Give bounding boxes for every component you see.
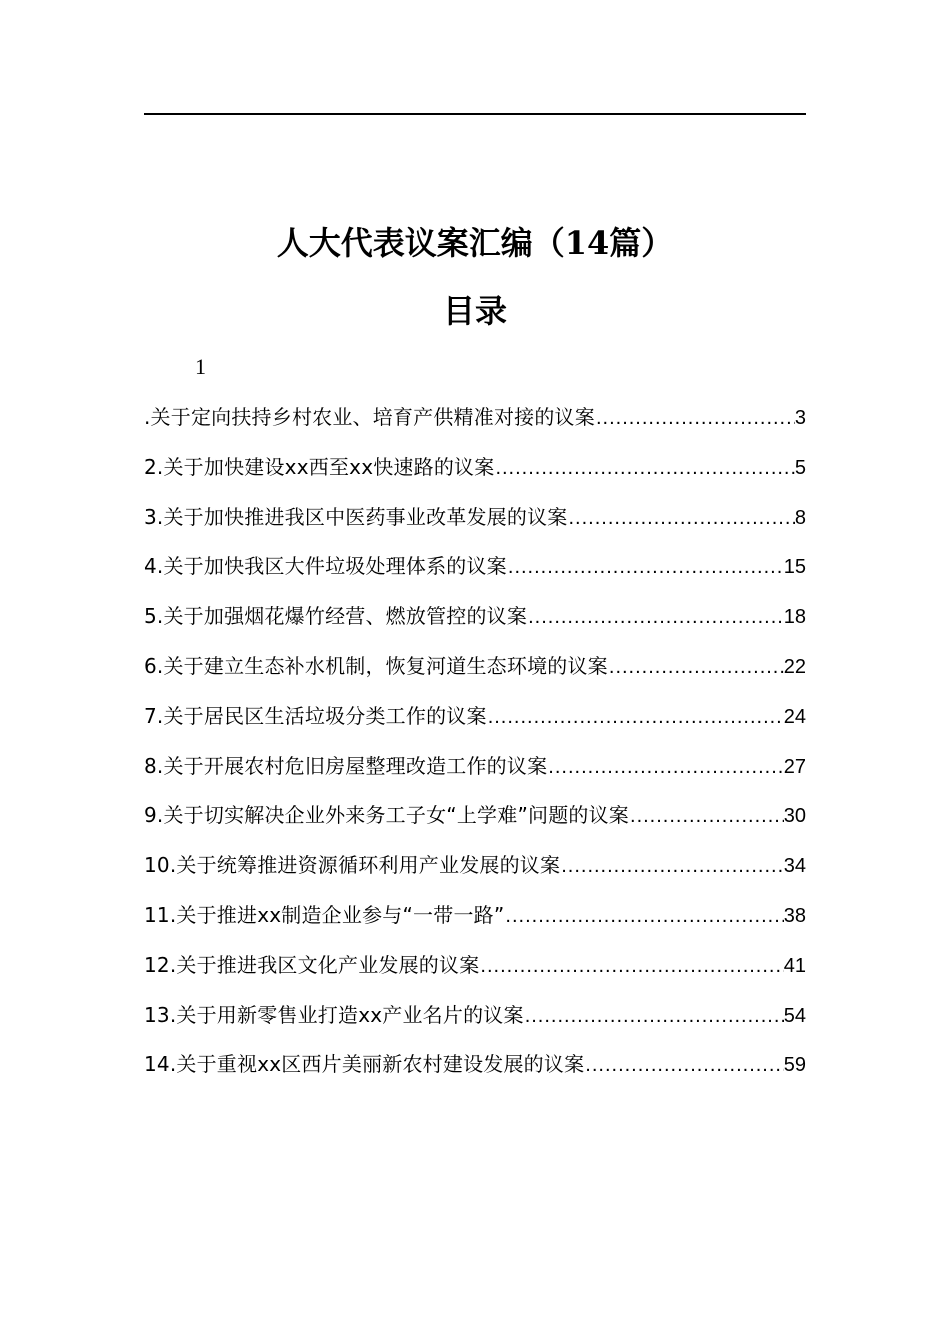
toc-dot-leader — [487, 697, 784, 737]
toc-entry-title: 7.关于居民区生活垃圾分类工作的议案 — [144, 703, 487, 728]
toc-dot-leader — [567, 498, 794, 538]
toc-entry-title: 4.关于加快我区大件垃圾处理体系的议案 — [144, 554, 507, 579]
toc-page-number: 5 — [794, 456, 806, 479]
toc-entry-6[interactable] — [144, 646, 806, 696]
toc-page-number: 24 — [783, 705, 806, 728]
toc-dot-leader — [547, 747, 783, 787]
toc-entry-title: 8.关于开展农村危旧房屋整理改造工作的议案 — [144, 753, 548, 778]
stray-number: 1 — [195, 354, 206, 379]
toc-dot-leader — [479, 946, 783, 986]
toc-entry-title: 13.关于用新零售业打造xx产业名片的议案 — [144, 1002, 524, 1027]
toc-entry-11[interactable] — [144, 895, 806, 945]
toc-dot-leader — [629, 796, 784, 836]
toc-entry-title: 6.关于建立生态补水机制，恢复河道生态环境的议案 — [144, 653, 608, 678]
toc-page-number: 8 — [794, 506, 806, 529]
toc-page-number: 30 — [783, 805, 806, 828]
toc-dot-leader — [504, 896, 783, 936]
toc-entry-title: .关于定向扶持乡村农业、培育产供精准对接的议案 — [144, 405, 595, 429]
toc-page-number: 15 — [783, 556, 806, 579]
toc-entry-9[interactable] — [144, 795, 806, 845]
toc-page-number: 22 — [783, 655, 806, 678]
document-title: 人大代表议案汇编（14篇） — [276, 224, 674, 262]
toc-dot-leader — [527, 597, 784, 637]
toc-entry-12[interactable] — [144, 945, 806, 995]
toc-dot-leader — [524, 996, 784, 1036]
toc-page-number: 41 — [783, 954, 806, 977]
toc-entry-title: 12.关于推进我区文化产业发展的议案 — [144, 952, 480, 977]
toc-entry-1[interactable] — [144, 397, 806, 447]
toc-entry-4[interactable] — [144, 546, 806, 596]
toc-entry-title: 9.关于切实解决企业外来务工子女“上学难”问题的议案 — [144, 803, 630, 828]
toc-entry-title: 14.关于重视xx区西片美丽新农村建设发展的议案 — [144, 1052, 585, 1077]
toc-dot-leader — [595, 398, 795, 438]
toc-heading: 目录 — [442, 292, 507, 330]
toc-page-number: 34 — [783, 855, 806, 878]
toc-entry-title: 3.关于加快推进我区中医药事业改革发展的议案 — [144, 504, 568, 529]
toc-entry-3[interactable] — [144, 497, 806, 547]
toc-entry-title: 11.关于推进xx制造企业参与“一带一路” — [144, 902, 505, 927]
toc-page-number: 27 — [783, 755, 806, 778]
toc-dot-leader — [608, 647, 784, 687]
toc-dot-leader — [584, 1045, 783, 1085]
toc-page-number: 59 — [783, 1054, 806, 1077]
table-of-contents — [144, 397, 806, 1094]
toc-entry-title: 5.关于加强烟花爆竹经营、燃放管控的议案 — [144, 604, 528, 629]
toc-page-number: 18 — [783, 606, 806, 629]
toc-page-number: 54 — [783, 1004, 806, 1027]
toc-dot-leader — [494, 448, 794, 488]
toc-entry-14[interactable] — [144, 1044, 806, 1094]
toc-page-number: 3 — [794, 407, 806, 429]
toc-page-number: 38 — [783, 904, 806, 927]
toc-entry-title: 2.关于加快建设xx西至xx快速路的议案 — [144, 454, 495, 479]
toc-entry-8[interactable] — [144, 746, 806, 796]
toc-entry-2[interactable] — [144, 447, 806, 497]
toc-entry-title: 10.关于统筹推进资源循环利用产业发展的议案 — [144, 853, 561, 878]
header-rule — [144, 113, 806, 115]
toc-dot-leader — [560, 846, 784, 886]
toc-entry-10[interactable] — [144, 845, 806, 895]
toc-dot-leader — [507, 547, 784, 587]
toc-entry-13[interactable] — [144, 995, 806, 1045]
toc-entry-7[interactable] — [144, 696, 806, 746]
toc-entry-5[interactable] — [144, 596, 806, 646]
